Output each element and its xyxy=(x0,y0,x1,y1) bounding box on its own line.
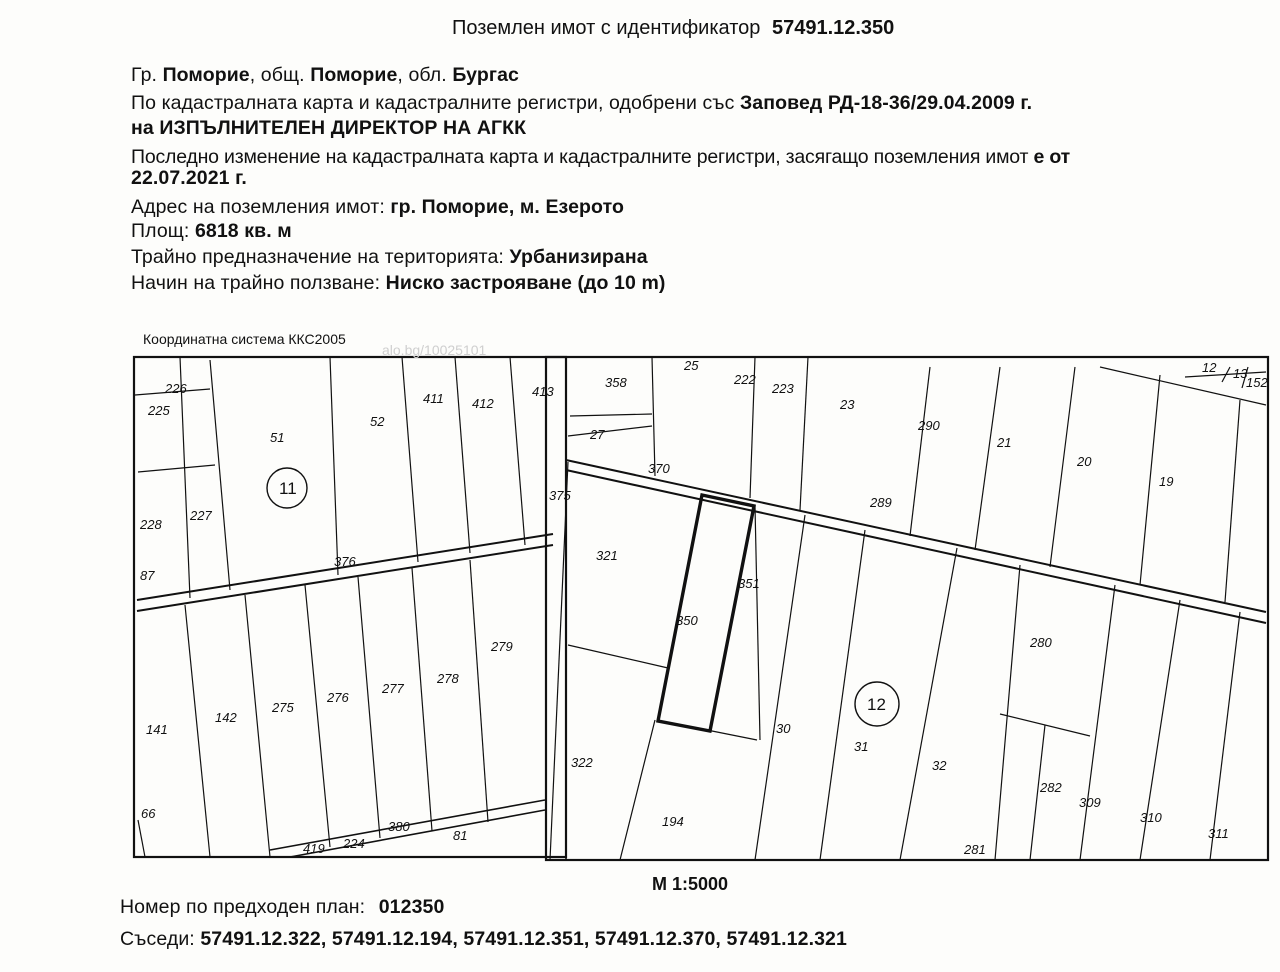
parcel-label: 310 xyxy=(1140,810,1162,825)
parcel-label: 278 xyxy=(437,671,459,686)
parcel-label: 281 xyxy=(964,842,986,857)
parcel-label: 282 xyxy=(1040,780,1062,795)
approval-authority xyxy=(131,117,526,140)
map-scale: М 1:5000 xyxy=(652,874,729,894)
approval-text: По кадастралната карта и кадастралните регистри, одобрени със xyxy=(131,92,735,114)
previous-plan-label: Номер по предходен план: xyxy=(120,896,366,918)
document-title xyxy=(452,17,894,40)
parcel-label: 309 xyxy=(1079,795,1101,810)
usage-value: Ниско застрояване (до 10 m) xyxy=(385,272,666,294)
parcel-label: 322 xyxy=(571,755,593,770)
area-line xyxy=(131,220,292,243)
parcel-label: 142 xyxy=(215,710,237,725)
parcel-label: 350 xyxy=(676,613,698,628)
usage-label: Начин на трайно ползване: xyxy=(131,272,381,294)
title-prefix: Поземлен имот с идентификатор xyxy=(452,17,761,39)
change-date: 22.07.2021 г. xyxy=(131,167,247,189)
parcel-label: 419 xyxy=(303,841,325,856)
parcel-label: 351 xyxy=(738,576,760,591)
city: Поморие xyxy=(162,64,250,86)
parcel-label: 225 xyxy=(148,403,170,418)
parcel-label: 27 xyxy=(590,427,605,442)
parcel-label: 375 xyxy=(549,488,571,503)
parcel-label: 224 xyxy=(343,836,365,851)
parcel-label: 23 xyxy=(840,397,855,412)
parcel-label: 279 xyxy=(491,639,513,654)
parcel-label: 51 xyxy=(270,430,285,445)
authority-name: на ИЗПЪЛНИТЕЛЕН ДИРЕКТОР НА АГКК xyxy=(131,117,527,139)
approval-order: Заповед РД-18-36/29.04.2009 г. xyxy=(739,92,1033,114)
parcel-label: 311 xyxy=(1208,826,1229,841)
parcel-label: 152 xyxy=(1246,375,1268,390)
neighbors-value: 57491.12.322, 57491.12.194, 57491.12.351, 57491.12.370, 57491.12.321 xyxy=(200,928,847,950)
parcel-label: 66 xyxy=(141,806,156,821)
parcel-label: 32 xyxy=(932,758,947,773)
address-label: Адрес на поземления имот: xyxy=(131,196,385,218)
cadastral-map-svg xyxy=(130,342,1270,865)
parcel-label: 370 xyxy=(648,461,670,476)
parcel-label: 87 xyxy=(140,568,155,583)
previous-plan-line xyxy=(120,896,444,919)
cadastral-map xyxy=(130,342,1270,865)
parcel-label: 13 xyxy=(1233,366,1248,381)
parcel-label: 412 xyxy=(472,396,494,411)
neighbors-label: Съседи: xyxy=(120,928,195,950)
province: Бургас xyxy=(452,64,519,86)
parcel-label: 19 xyxy=(1159,474,1174,489)
previous-plan-value: 012350 xyxy=(378,896,445,918)
parcel-label: 277 xyxy=(382,681,404,696)
parcel-label: 52 xyxy=(370,414,385,429)
last-change-text: Последно изменение на кадастралната карта и кадастралните регистри, засягащо поземления имот xyxy=(131,146,1029,168)
parcel-label: 276 xyxy=(327,690,349,705)
parcel-label: 222 xyxy=(734,372,756,387)
parcel-label: 194 xyxy=(662,814,684,829)
parcel-label: 25 xyxy=(684,358,699,373)
municipality: Поморие xyxy=(310,64,398,86)
area-value: 6818 кв. м xyxy=(194,220,292,242)
district-label: 11 xyxy=(279,479,297,498)
last-change-tail: е от xyxy=(1033,146,1070,168)
parcel-label: 81 xyxy=(453,828,468,843)
coordinate-system-label: Координатна система ККС2005 xyxy=(143,331,346,347)
parcel-label: 275 xyxy=(272,700,294,715)
parcel-label: 280 xyxy=(1030,635,1052,650)
parcel-label: 31 xyxy=(854,739,869,754)
parcel-label: 30 xyxy=(776,721,791,736)
watermark-text: alo.bg/10025101 xyxy=(382,342,487,358)
neighbors-line xyxy=(120,928,847,951)
parcel-label: 226 xyxy=(165,381,187,396)
parcel-label: 376 xyxy=(334,554,356,569)
parcel-label: 228 xyxy=(140,517,162,532)
parcel-label: 289 xyxy=(870,495,892,510)
parcel-label: 12 xyxy=(1202,360,1217,375)
municipality-prefix: , общ. xyxy=(249,64,305,86)
parcel-label: 141 xyxy=(146,722,168,737)
usage-line xyxy=(131,272,666,295)
last-change-line xyxy=(131,146,1070,169)
purpose-value: Урбанизирана xyxy=(509,246,648,268)
parcel-label: 358 xyxy=(605,375,627,390)
address-line xyxy=(131,196,624,219)
area-label: Площ: xyxy=(131,220,190,242)
parcel-label: 290 xyxy=(918,418,940,433)
parcel-label: 227 xyxy=(190,508,212,523)
parcel-label: 321 xyxy=(596,548,618,563)
location-line xyxy=(131,64,519,87)
purpose-line xyxy=(131,246,648,269)
last-change-date xyxy=(131,167,247,190)
parcel-label: 223 xyxy=(772,381,794,396)
district-label: 12 xyxy=(867,695,886,714)
parcel-label: 380 xyxy=(388,819,410,834)
city-prefix: Гр. xyxy=(131,64,158,86)
parcel-label: 20 xyxy=(1077,454,1092,469)
parcel-label: 411 xyxy=(423,391,444,406)
property-identifier: 57491.12.350 xyxy=(771,17,895,39)
province-prefix: , обл. xyxy=(397,64,447,86)
approval-line xyxy=(131,92,1032,115)
address-value: гр. Поморие, м. Езерото xyxy=(390,196,624,218)
purpose-label: Трайно предназначение на територията: xyxy=(131,246,504,268)
parcel-label: 413 xyxy=(532,384,554,399)
parcel-label: 21 xyxy=(997,435,1012,450)
